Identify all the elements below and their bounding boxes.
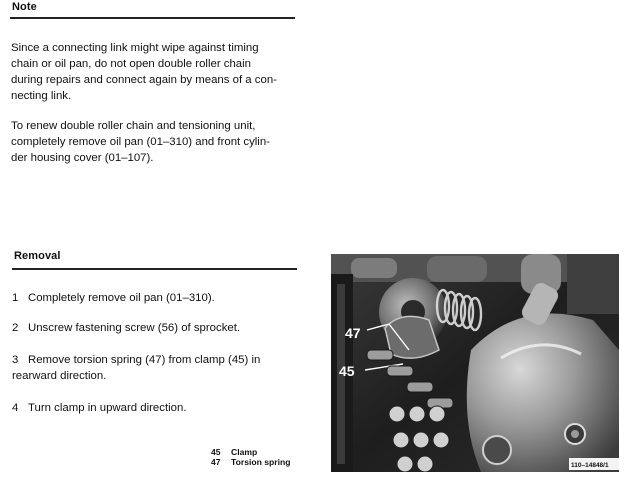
step-text: Unscrew fastening screw (56) of sprocket. xyxy=(28,322,241,334)
removal-step-2 xyxy=(12,320,240,336)
legend-item: 47 Torsion spring xyxy=(211,457,291,467)
step-text: rearward direction. xyxy=(12,370,107,382)
callout-45: 45 xyxy=(339,363,355,379)
note-paragraph-1 xyxy=(11,40,277,104)
step-text: Turn clamp in upward direction. xyxy=(28,402,187,414)
step-number: 3 xyxy=(12,354,19,366)
callout-47: 47 xyxy=(345,325,361,341)
text-line: chain or oil pan, do not open double roller chain xyxy=(11,58,252,70)
removal-step-3 xyxy=(12,352,260,384)
figure-code: 110–14848/1 xyxy=(571,462,609,469)
text-line: der housing cover (01–107). xyxy=(11,152,154,164)
text-line: To renew double roller chain and tensioning unit, xyxy=(11,120,256,132)
removal-step-1 xyxy=(12,290,215,306)
step-text: Remove torsion spring (47) from clamp (45) in xyxy=(28,354,261,366)
text-line: completely remove oil pan (01–310) and front cylin- xyxy=(11,136,270,148)
removal-divider xyxy=(12,268,297,270)
removal-heading: Removal xyxy=(14,250,61,262)
step-number: 2 xyxy=(12,322,19,334)
step-number: 1 xyxy=(12,292,19,304)
step-text: Completely remove oil pan (01–310). xyxy=(28,292,215,304)
figure-legend xyxy=(211,447,291,467)
text-line: Since a connecting link might wipe against timing xyxy=(11,42,259,54)
engine-photo xyxy=(331,254,619,472)
step-number: 4 xyxy=(12,402,19,414)
note-heading: Note xyxy=(12,1,37,13)
text-line: during repairs and connect again by means of a con- xyxy=(11,74,277,86)
note-divider xyxy=(10,17,295,19)
text-line: necting link. xyxy=(11,90,72,102)
note-paragraph-2 xyxy=(11,118,270,166)
removal-step-4 xyxy=(12,400,186,416)
legend-item: 45 Clamp xyxy=(211,447,258,457)
